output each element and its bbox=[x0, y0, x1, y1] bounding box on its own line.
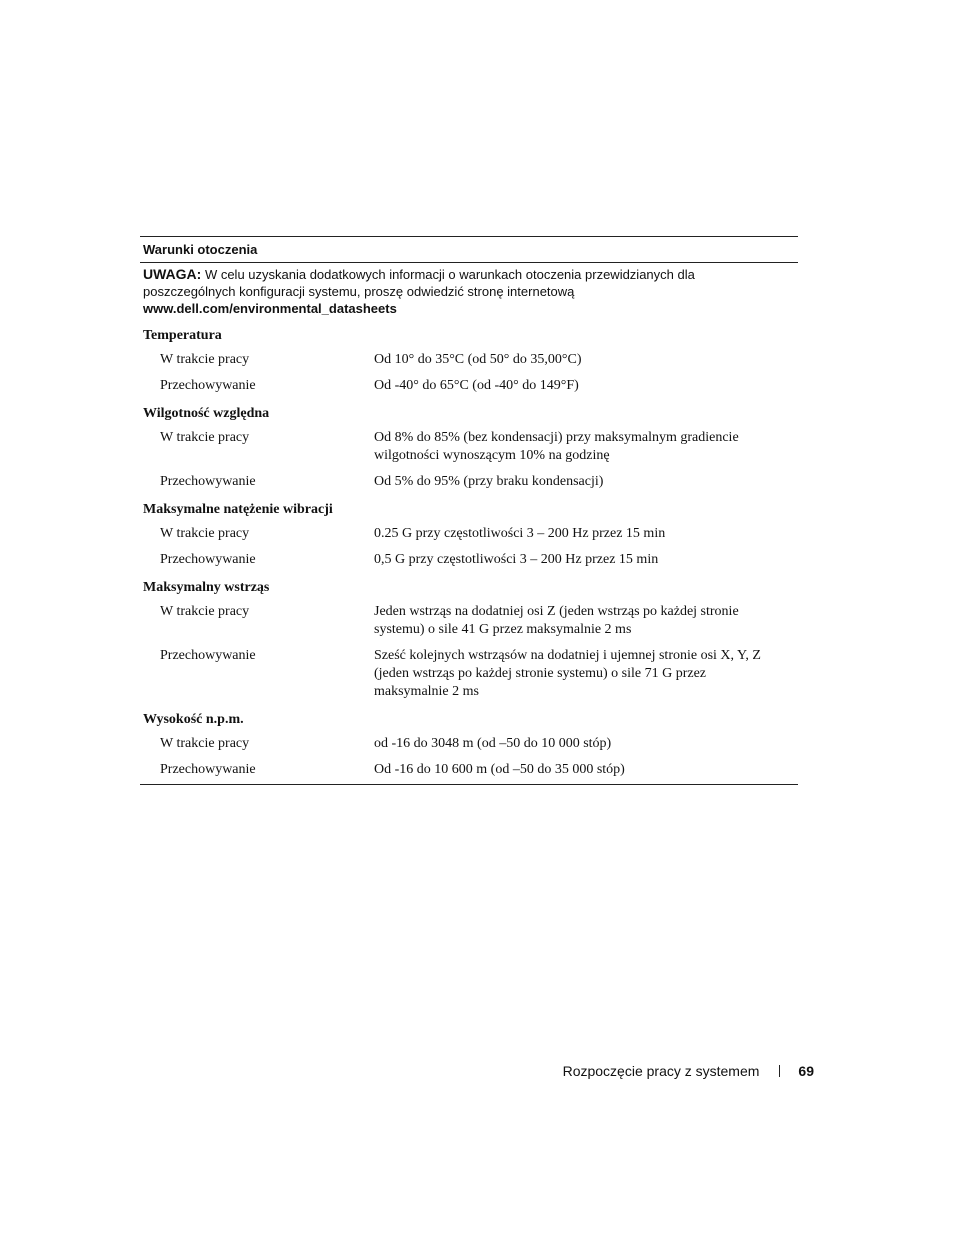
row-value: Od 8% do 85% (bez kondensacji) przy maksymalnym gradiencie wilgotności wynoszącym 10% na godzinę bbox=[374, 430, 739, 463]
table-row bbox=[140, 517, 798, 543]
table-row bbox=[140, 465, 798, 491]
section-vibration bbox=[140, 491, 798, 569]
page-footer bbox=[563, 1062, 814, 1080]
row-value: 0,5 G przy częstotliwości 3 – 200 Hz przez 15 min bbox=[374, 552, 659, 567]
row-label: Przechowywanie bbox=[160, 552, 256, 567]
row-value: 0.25 G przy częstotliwości 3 – 200 Hz przez 15 min bbox=[374, 526, 666, 541]
table-row bbox=[140, 727, 798, 753]
section-heading: Wilgotność względna bbox=[143, 406, 270, 421]
row-label: Przechowywanie bbox=[160, 474, 256, 489]
table-row bbox=[140, 369, 798, 395]
page-number: 69 bbox=[798, 1063, 814, 1079]
row-value: Od -16 do 10 600 m (od –50 do 35 000 stóp) bbox=[374, 762, 625, 777]
row-label: W trakcie pracy bbox=[160, 604, 250, 619]
section-heading: Maksymalny wstrząs bbox=[143, 580, 270, 595]
note-text: W celu uzyskania dodatkowych informacji o warunkach otoczenia przewidzianych dla poszczególnych konfiguracji systemu, proszę odwiedzić stronę internetową bbox=[143, 267, 695, 299]
section-altitude bbox=[140, 701, 798, 779]
row-label: Przechowywanie bbox=[160, 648, 256, 663]
row-value: Od 10° do 35°C (od 50° do 35,00°C) bbox=[374, 352, 582, 367]
section-heading: Maksymalne natężenie wibracji bbox=[143, 502, 333, 517]
row-label: W trakcie pracy bbox=[160, 352, 250, 367]
section-heading: Wysokość n.p.m. bbox=[143, 712, 244, 727]
row-value: Od 5% do 95% (przy braku kondensacji) bbox=[374, 474, 604, 489]
row-value: od -16 do 3048 m (od –50 do 10 000 stóp) bbox=[374, 736, 612, 751]
section-humidity bbox=[140, 395, 798, 491]
row-label: W trakcie pracy bbox=[160, 736, 250, 751]
section-shock bbox=[140, 569, 798, 701]
environment-spec-table bbox=[140, 236, 798, 785]
section-heading: Temperatura bbox=[143, 328, 222, 343]
table-row bbox=[140, 639, 798, 701]
row-label: W trakcie pracy bbox=[160, 430, 250, 445]
section-temperature bbox=[140, 317, 798, 395]
table-row bbox=[140, 595, 798, 639]
row-value: Od -40° do 65°C (od -40° do 149°F) bbox=[374, 378, 579, 393]
row-label: W trakcie pracy bbox=[160, 526, 250, 541]
table-row bbox=[140, 421, 798, 465]
row-label: Przechowywanie bbox=[160, 378, 256, 393]
footer-divider bbox=[779, 1065, 780, 1077]
row-label: Przechowywanie bbox=[160, 762, 256, 777]
note-label: UWAGA: bbox=[143, 266, 202, 282]
row-value: Sześć kolejnych wstrząsów na dodatniej i ujemnej stronie osi X, Y, Z (jeden wstrząs po każdej stronie systemu) o sile 71 G przez maksymalnie 2 ms bbox=[374, 648, 761, 699]
row-value: Jeden wstrząs na dodatniej osi Z (jeden wstrząs po każdej stronie systemu) o sile 41 G przez maksymalnie 2 ms bbox=[374, 604, 739, 637]
table-title: Warunki otoczenia bbox=[140, 237, 798, 263]
footer-section-title: Rozpoczęcie pracy z systemem bbox=[562, 1063, 760, 1079]
note-block bbox=[140, 263, 773, 317]
table-row bbox=[140, 543, 798, 569]
note-url: www.dell.com/environmental_datasheets bbox=[143, 301, 397, 316]
table-row bbox=[140, 753, 798, 779]
table-bottom-spacer bbox=[140, 779, 798, 784]
table-row bbox=[140, 343, 798, 369]
